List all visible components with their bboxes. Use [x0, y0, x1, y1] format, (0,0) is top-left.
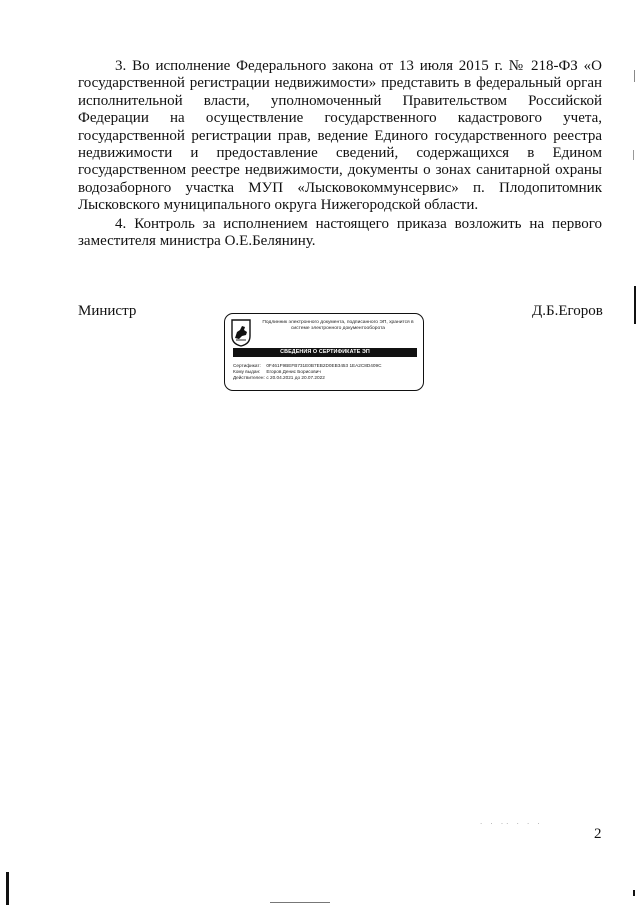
- page-number: 2: [594, 826, 602, 842]
- certificate-value: 0F461F9BEFB731E0B7EB2D0EB3453 1EA2C8D409C: [266, 363, 382, 368]
- stamp-header: СВЕДЕНИЯ О СЕРТИФИКАТЕ ЭП: [233, 348, 417, 357]
- valid-value: с 20.04.2021 до 20.07.2022: [266, 374, 325, 380]
- scan-mark-left-bottom: [6, 872, 9, 905]
- scan-mark-corner: [633, 890, 635, 896]
- scan-mark-right-mid: [633, 150, 634, 160]
- issued-to-value: Егоров Денис Борисович: [266, 368, 321, 374]
- valid-label: Действителен:: [233, 374, 265, 380]
- signatory-role: Министр: [78, 303, 137, 319]
- paragraph-3: 3. Во исполнение Федерального закона от 13 июля 2015 г. № 218-ФЗ «О государственной регистрации недвижимости» представить в федеральный орган исполнительной власти, уполномоченный Правительством Российской Федерации на осуществление государственного кадастрового учета, государственной регистрации прав, ведение Единого государственного реестра недвижимости и предоставление сведений, содержащихся в Едином государственном реестре недвижимости, документы о зонах санитарной охраны водозаборного участка МУП «Лысковокоммунсервис» п. Плодопитомник Лысковского муниципального округа Нижегородской области.: [78, 58, 602, 214]
- stamp-notice: Подлинник электронного документа, подписанного ЭП, хранится в системе электронного документооборота: [262, 320, 414, 332]
- stamp-details: [233, 363, 419, 381]
- nizhny-novgorod-emblem-icon: [231, 319, 251, 347]
- electronic-signature-stamp: [224, 313, 424, 391]
- certificate-label: Сертификат:: [233, 363, 261, 368]
- stamp-valid-row: [233, 375, 419, 381]
- issued-to-label: Кому выдан:: [233, 368, 261, 374]
- scan-mark-right-top: [634, 70, 635, 82]
- signatory-name: Д.Б.Егоров: [532, 303, 603, 319]
- document-body: [78, 58, 602, 250]
- scan-mark-bottom: [270, 902, 330, 903]
- scan-noise: · · ·· · · ·: [480, 820, 543, 828]
- paragraph-4: 4. Контроль за исполнением настоящего приказа возложить на первого заместителя министра О.Е.Белянину.: [78, 215, 602, 250]
- scan-mark-right: [634, 286, 636, 324]
